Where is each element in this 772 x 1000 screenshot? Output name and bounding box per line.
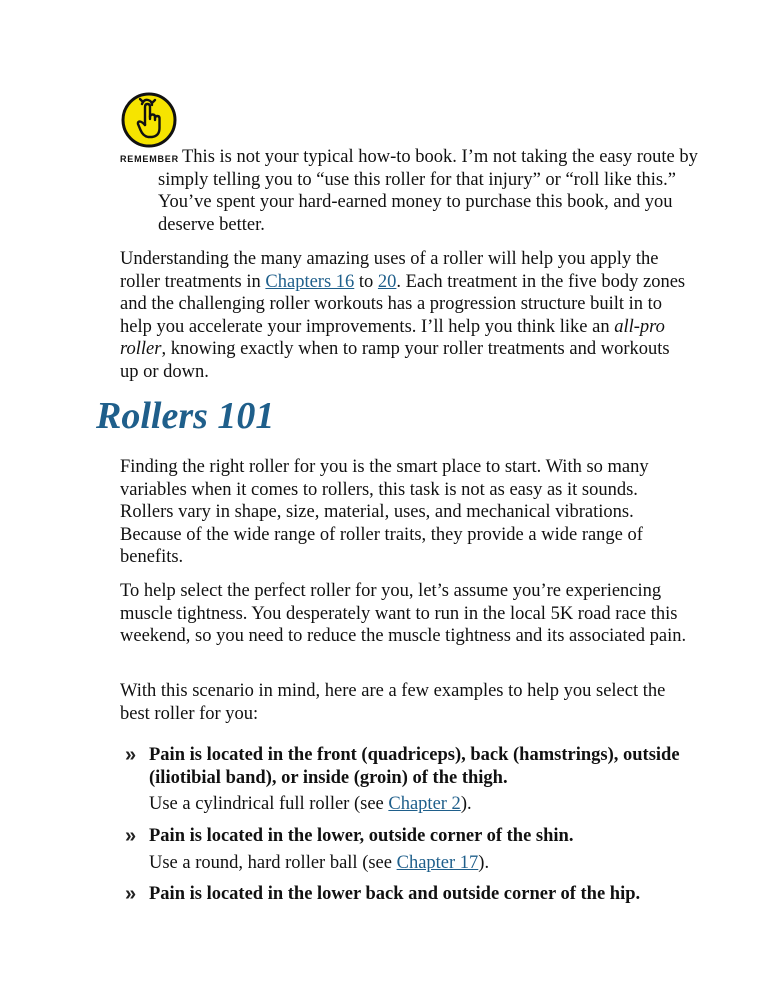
pointing-finger-icon: [118, 92, 180, 148]
bullet-heading: Pain is located in the lower back and outside corner of the hip.: [149, 884, 641, 904]
section-paragraph-3: With this scenario in mind, here are a few examples to help you select the best roller for you:: [120, 681, 666, 724]
bullet-marker: »: [125, 883, 137, 905]
bullet-detail: [149, 852, 705, 875]
bullet-detail-text: Use a round, hard roller ball (see: [149, 852, 397, 873]
intro-paragraph: [120, 248, 690, 383]
intro-text-4: , knowing exactly when to ramp your roller treatments and workouts up or down.: [120, 339, 670, 382]
bullet-marker: »: [125, 744, 137, 766]
intro-text-1: Understanding the many amazing uses of a roller will help you apply the roller treatments in: [120, 249, 659, 292]
intro-text-3: . Each treatment in the five body zones and the challenging roller workouts has a progression structure built in to help you accelerate your improvements. I’ll help you think like an: [120, 271, 686, 337]
bullet-detail-end: ).: [460, 794, 472, 814]
list-item: [125, 883, 705, 906]
bullet-heading: Pain is located in the lower, outside corner of the shin.: [149, 826, 574, 846]
chapters-16-link[interactable]: Chapters 16: [265, 271, 355, 292]
bullet-marker: »: [125, 825, 137, 847]
list-item: [125, 744, 705, 816]
remember-label: REMEMBER: [120, 154, 179, 164]
bullet-detail-text: Use a cylindrical full roller (see: [149, 794, 389, 814]
list-item: [125, 825, 705, 874]
bullet-detail-end: ).: [478, 852, 490, 873]
chapter-17-link[interactable]: Chapter 17: [396, 852, 479, 873]
section-heading: Rollers 101: [96, 395, 275, 437]
all-pro-roller-emphasis: all-pro roller: [120, 316, 665, 359]
section-paragraph-1: Finding the right roller for you is the smart place to start. With so many variables when it comes to rollers, this task is not as easy as it sounds. Rollers vary in shape, size, material, uses, and mechanical vibrations. Because of the wide range of roller traits, they provide a wide range of benefits.: [120, 457, 649, 567]
section-paragraph-2: To help select the perfect roller for you, let’s assume you’re experiencing muscle tightness. You desperately want to run in the local 5K road race this weekend, so you need to reduce the muscle tightness and its associated pain.: [120, 581, 687, 646]
chapter-20-link[interactable]: 20: [377, 271, 397, 292]
bullet-detail: [149, 793, 705, 816]
remember-text: This is not your typical how-to book. I’m not taking the easy route by simply telling you to “use this roller for that injury” or “roll like this.” You’ve spent your hard-earned money to purchase this book, and you deserve better.: [158, 147, 698, 235]
bullet-heading: Pain is located in the front (quadriceps), back (hamstrings), outside (iliotibial band), or inside (groin) of the thigh.: [149, 745, 680, 788]
intro-text-2: to: [354, 271, 378, 292]
chapter-2-link[interactable]: Chapter 2: [388, 794, 461, 814]
